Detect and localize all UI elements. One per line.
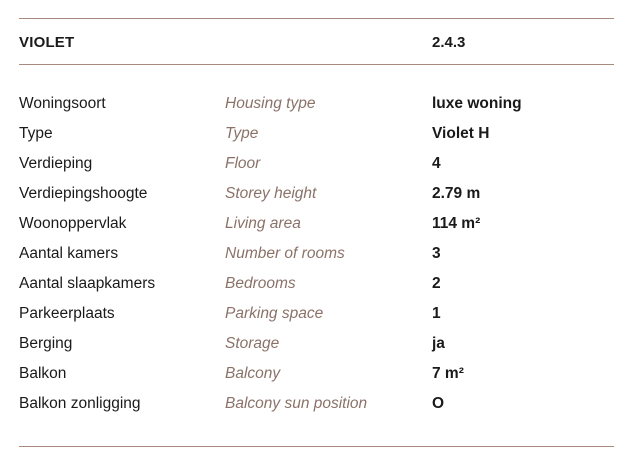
spec-row-storage bbox=[19, 334, 614, 364]
specifications-list bbox=[19, 94, 614, 424]
spec-label-en: Bedrooms bbox=[225, 275, 296, 292]
spec-value: 114 m² bbox=[432, 215, 481, 232]
top-divider bbox=[19, 18, 614, 19]
spec-row-storey-height bbox=[19, 184, 614, 214]
spec-label-nl: Berging bbox=[19, 335, 73, 352]
spec-row-type bbox=[19, 124, 614, 154]
spec-label-nl: Verdiepingshoogte bbox=[19, 185, 148, 202]
spec-label-nl: Woningsoort bbox=[19, 95, 106, 112]
spec-row-bedrooms bbox=[19, 274, 614, 304]
spec-label-en: Floor bbox=[225, 155, 261, 172]
spec-label-en: Number of rooms bbox=[225, 245, 345, 262]
unit-header bbox=[19, 34, 614, 54]
spec-label-nl: Parkeerplaats bbox=[19, 305, 115, 322]
spec-value: 2.79 m bbox=[432, 185, 481, 202]
spec-row-housing-type bbox=[19, 94, 614, 124]
spec-value: 4 bbox=[432, 155, 441, 172]
spec-row-number-of-rooms bbox=[19, 244, 614, 274]
spec-row-parking-space bbox=[19, 304, 614, 334]
spec-value: 7 m² bbox=[432, 365, 464, 382]
spec-row-balcony bbox=[19, 364, 614, 394]
spec-label-en: Housing type bbox=[225, 95, 316, 112]
spec-label-nl: Balkon bbox=[19, 365, 67, 382]
spec-value: O bbox=[432, 395, 445, 412]
spec-label-nl: Verdieping bbox=[19, 155, 93, 172]
spec-row-living-area bbox=[19, 214, 614, 244]
spec-row-floor bbox=[19, 154, 614, 184]
spec-label-en: Storage bbox=[225, 335, 280, 352]
spec-label-en: Balcony sun position bbox=[225, 395, 368, 412]
spec-label-nl: Aantal slaapkamers bbox=[19, 275, 156, 292]
bottom-divider bbox=[19, 446, 614, 447]
spec-value: 1 bbox=[432, 305, 441, 322]
spec-label-nl: Balkon zonligging bbox=[19, 395, 141, 412]
spec-row-balcony-sun-position bbox=[19, 394, 614, 424]
spec-value: 3 bbox=[432, 245, 441, 262]
spec-value: 2 bbox=[432, 275, 441, 292]
spec-label-en: Type bbox=[225, 125, 259, 142]
spec-value: ja bbox=[432, 335, 445, 352]
spec-label-nl: Woonoppervlak bbox=[19, 215, 127, 232]
spec-value: Violet H bbox=[432, 125, 490, 142]
unit-code: 2.4.3 bbox=[432, 34, 466, 51]
unit-name: VIOLET bbox=[19, 34, 75, 51]
spec-label-en: Living area bbox=[225, 215, 301, 232]
spec-label-nl: Type bbox=[19, 125, 53, 142]
spec-label-en: Storey height bbox=[225, 185, 317, 202]
spec-label-en: Parking space bbox=[225, 305, 324, 322]
header-divider bbox=[19, 64, 614, 65]
spec-label-en: Balcony bbox=[225, 365, 281, 382]
spec-value: luxe woning bbox=[432, 95, 522, 112]
spec-label-nl: Aantal kamers bbox=[19, 245, 119, 262]
